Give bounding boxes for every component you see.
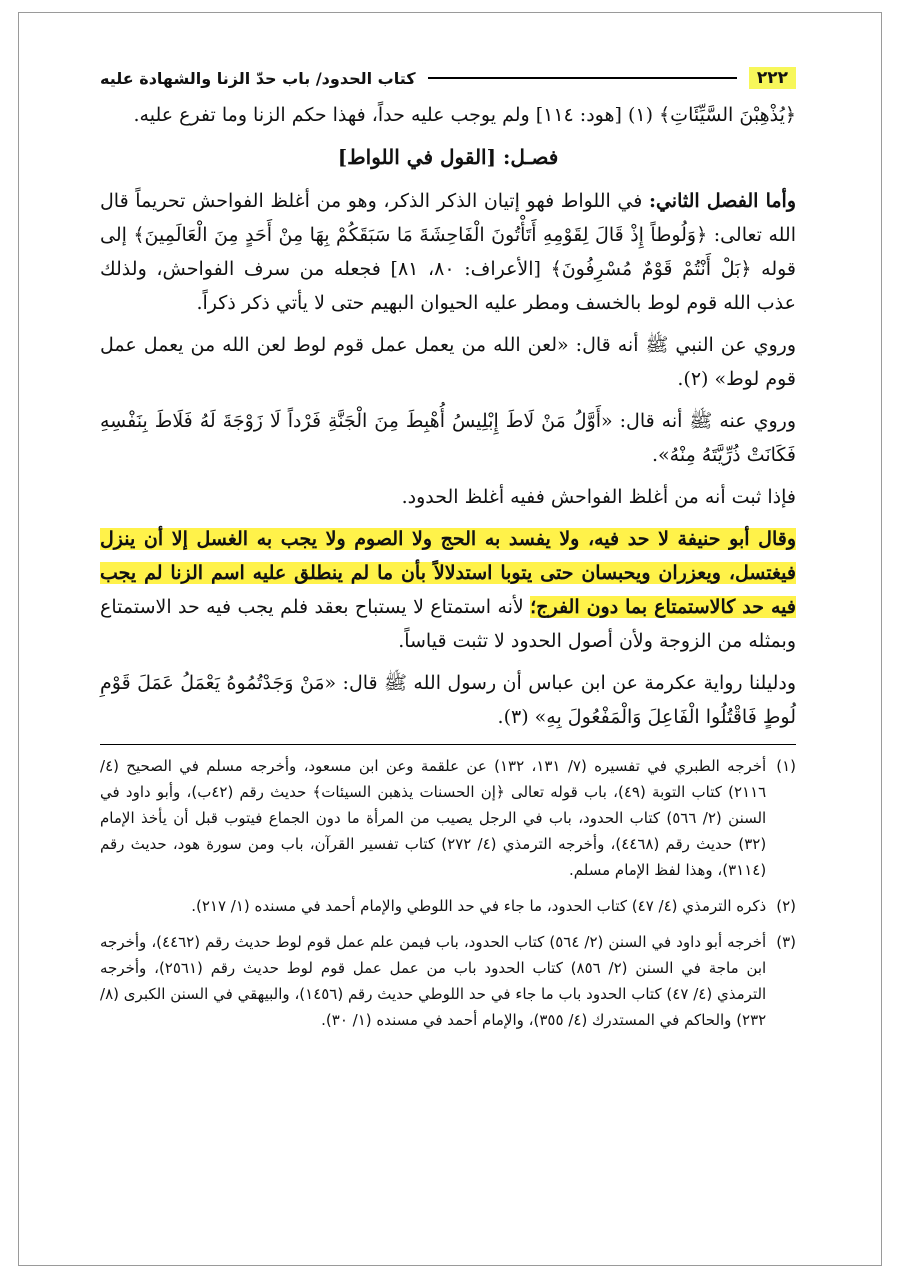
paragraph-6-rest: لأنه استمتاع لا يستباح بعقد فلم يجب فيه حد الاستمتاع وبمثله من الزوجة ولأن أصول الحدود لا تثبت قياساً. — [100, 596, 796, 652]
section-title: فصـل: [القول في اللواط] — [337, 145, 559, 169]
body-text — [100, 98, 796, 734]
paragraph-2-lead: وأما الفصل الثاني: — [648, 190, 796, 212]
footnote-1 — [100, 753, 796, 883]
footnote-2 — [100, 893, 796, 919]
footnote-3 — [100, 929, 796, 1033]
chapter-title: كتاب الحدود/ باب حدّ الزنا والشهادة عليه — [100, 68, 416, 88]
footnotes — [100, 753, 796, 1033]
paragraph-3: وروي عن النبي ﷺ أنه قال: «لعن الله من يعمل عمل قوم لوط لعن الله من يعمل عمل قوم لوط» (٢). — [100, 334, 796, 390]
paragraph-5: فإذا ثبت أنه من أغلظ الفواحش ففيه أغلظ الحدود. — [401, 486, 796, 508]
footnote-number: (١) — [776, 757, 796, 775]
page-number: ٢٢٢ — [749, 67, 796, 89]
paragraph-1: ﴿يُذْهِبْنَ السَّيِّئَاتِ﴾ (١) [هود: ١١٤] ولم يوجب عليه حداً، فهذا حكم الزنا وما تفرع عليه. — [133, 104, 796, 126]
paragraph-2-text: في اللواط فهو إتيان الذكر الذكر، وهو من أغلظ الفواحش تحريماً قال الله تعالى: ﴿وَلُوطاً إِذْ قَالَ لِقَوْمِهِ أَتَأْتُونَ الْفَاحِشَةَ مَا سَبَقَكُمْ بِهَا مِنْ أَحَدٍ مِنَ الْعَالَمِينَ﴾ إلى قوله ﴿بَلْ أَنْتُمْ قَوْمٌ مُسْرِفُونَ﴾ [الأعراف: ٨٠، ٨١] فجعله من سرف الفواحش، ولذلك عذب الله قوم لوط بالخسف ومطر عليه الحيوان البهيم حتى لا يأتي ذكر ذكراً. — [100, 190, 797, 314]
paragraph-6 — [100, 522, 796, 658]
footnote-text: أخرجه الطبري في تفسيره (٧/ ١٣١، ١٣٢) عن علقمة وعن ابن مسعود، وأخرجه مسلم في الصحيح (٤/ ٢١١٦) كتاب التوبة (٤٩)، باب قوله تعالى ﴿إن الحسنات يذهبن السيئات﴾ حديث رقم (٤٢ب)، وأبو داود في السنن (٢/ ٥٦٦) كتاب الحدود، باب في الرجل يصيب من المرأة ما دون الجماع فيتوب قبل أن يأخذ الإمام (٣٢) حديث رقم (٤٤٦٨)، وأخرجه الترمذي (٤/ ٢٧٢) كتاب تفسير القرآن، باب ومن سورة هود، حديث رقم (٣١١٤)، وهذا لفظ الإمام مسلم. — [100, 757, 767, 879]
footnote-rule — [100, 744, 796, 745]
paragraph-4: وروي عنه ﷺ أنه قال: «أَوَّلُ مَنْ لَاطَ إِبْلِيسُ أُهْبِطَ مِنَ الْجَنَّةِ فَرْداً لَا زَوْجَةَ لَهُ فَلَاطَ بِنَفْسِهِ فَكَانَتْ ذُرِّيَّتَهُ مِنْهُ». — [100, 410, 796, 466]
book-page — [100, 58, 796, 1256]
footnote-number: (٣) — [776, 933, 796, 951]
footnote-number: (٢) — [776, 897, 796, 915]
footnote-text: أخرجه أبو داود في السنن (٢/ ٥٦٤) كتاب الحدود، باب فيمن علم عمل قوم لوط حديث رقم (٤٤٦٢)، وأخرجه ابن ماجة في السنن (٢/ ٨٥٦) كتاب الحدود باب من عمل عمل قوم لوط حديث رقم (٢٥٦١)، وأخرجه الترمذي (٤/ ٤٧) كتاب الحدود باب ما جاء في حد اللوطي حديث رقم (١٤٥٦)، والبيهقي في السنن الكبرى (٨/ ٢٣٢) والحاكم في المستدرك (٤/ ٣٥٥)، والإمام أحمد في مسنده (١/ ٣٠). — [100, 933, 767, 1029]
highlighted-passage: وقال أبو حنيفة لا حد فيه، ولا يفسد به الحج ولا الصوم ولا يجب به الغسل إلا أن ينزل فيغتسل، ويعزران ويحبسان حتى يتوبا استدلالاً بأن ما لم ينطلق عليه اسم الزنا لم يجب فيه حد كالاستمتاع بما دون الفرج؛ — [100, 528, 796, 618]
footnote-text: ذكره الترمذي (٤/ ٤٧) كتاب الحدود، ما جاء في حد اللوطي والإمام أحمد في مسنده (١/ ٢١٧). — [191, 897, 767, 915]
paragraph-7: ودليلنا رواية عكرمة عن ابن عباس أن رسول الله ﷺ قال: «مَنْ وَجَدْتُمُوهُ يَعْمَلُ عَمَلَ قَوْمِ لُوطٍ فَاقْتُلُوا الْفَاعِلَ وَالْمَفْعُولَ بِهِ» (٣). — [100, 672, 796, 728]
header-rule — [428, 77, 737, 79]
paragraph-2 — [100, 184, 796, 320]
running-header — [100, 58, 796, 98]
